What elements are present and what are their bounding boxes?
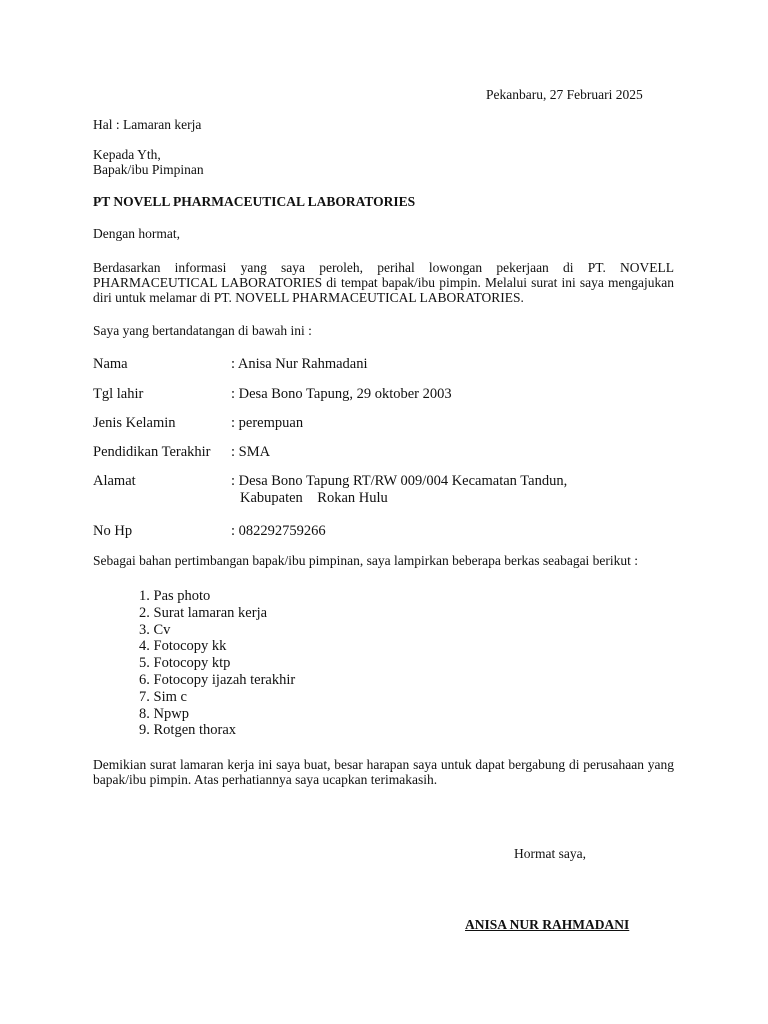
identity-value-phone: : 082292759266 — [231, 523, 326, 539]
identity-value-address: : Desa Bono Tapung RT/RW 009/004 Kecamatan Tandun, — [231, 473, 568, 489]
identity-label-education: Pendidikan Terakhir — [93, 444, 211, 460]
identity-label-gender: Jenis Kelamin — [93, 415, 176, 431]
recipient-line-1: Kepada Yth, — [93, 147, 161, 162]
list-item: 9. Rotgen thorax — [139, 722, 237, 739]
identity-value-birth: : Desa Bono Tapung, 29 oktober 2003 — [231, 386, 452, 402]
attachments-intro: Sebagai bahan pertimbangan bapak/ibu pimpinan, saya lampirkan beberapa berkas seabagai berikut : — [93, 553, 639, 568]
list-item: 4. Fotocopy kk — [139, 638, 227, 655]
identity-label-address: Alamat — [93, 473, 136, 489]
identity-value-education: : SMA — [231, 444, 271, 460]
subject-line: Hal : Lamaran kerja — [93, 117, 202, 132]
recipient-line-2: Bapak/ibu Pimpinan — [93, 162, 204, 177]
list-item: 8. Npwp — [139, 705, 189, 722]
attachments-list — [139, 588, 295, 739]
list-item: 2. Surat lamaran kerja — [139, 604, 268, 621]
place-date: Pekanbaru, 27 Februari 2025 — [486, 87, 643, 102]
intro-paragraph: Berdasarkan informasi yang saya peroleh, perihal lowongan pekerjaan di PT. NOVELL PHARMACEUTICAL LABORATORIES di tempat bapak/ibu pimpin. Melalui surat ini saya mengajukan diri untuk melamar di PT. NOVELL PHARMACEUTICAL LABORATORIES. — [93, 260, 674, 305]
undersigned-line: Saya yang bertandatangan di bawah ini : — [93, 323, 312, 338]
list-item: 6. Fotocopy ijazah terakhir — [139, 671, 296, 688]
greeting: Dengan hormat, — [93, 226, 180, 241]
signature-name: ANISA NUR RAHMADANI — [465, 917, 630, 932]
identity-value-address-line2: Kabupaten Rokan Hulu — [240, 490, 388, 506]
identity-label-birth: Tgl lahir — [93, 386, 144, 402]
list-item: 5. Fotocopy ktp — [139, 655, 231, 672]
list-item: 7. Sim c — [139, 688, 187, 705]
list-item: 1. Pas photo — [139, 588, 211, 604]
closing-paragraph: Demikian surat lamaran kerja ini saya buat, besar harapan saya untuk dapat bergabung di perusahaan yang bapak/ibu pimpin. Atas perhatiannya saya ucapkan terimakasih. — [93, 757, 674, 787]
identity-label-phone: No Hp — [93, 523, 133, 539]
identity-value-name: : Anisa Nur Rahmadani — [231, 356, 368, 372]
identity-label-name: Nama — [93, 356, 128, 372]
sign-off: Hormat saya, — [514, 846, 586, 861]
identity-value-gender: : perempuan — [231, 415, 304, 431]
company-name: PT NOVELL PHARMACEUTICAL LABORATORIES — [93, 194, 416, 209]
list-item: 3. Cv — [139, 621, 171, 638]
